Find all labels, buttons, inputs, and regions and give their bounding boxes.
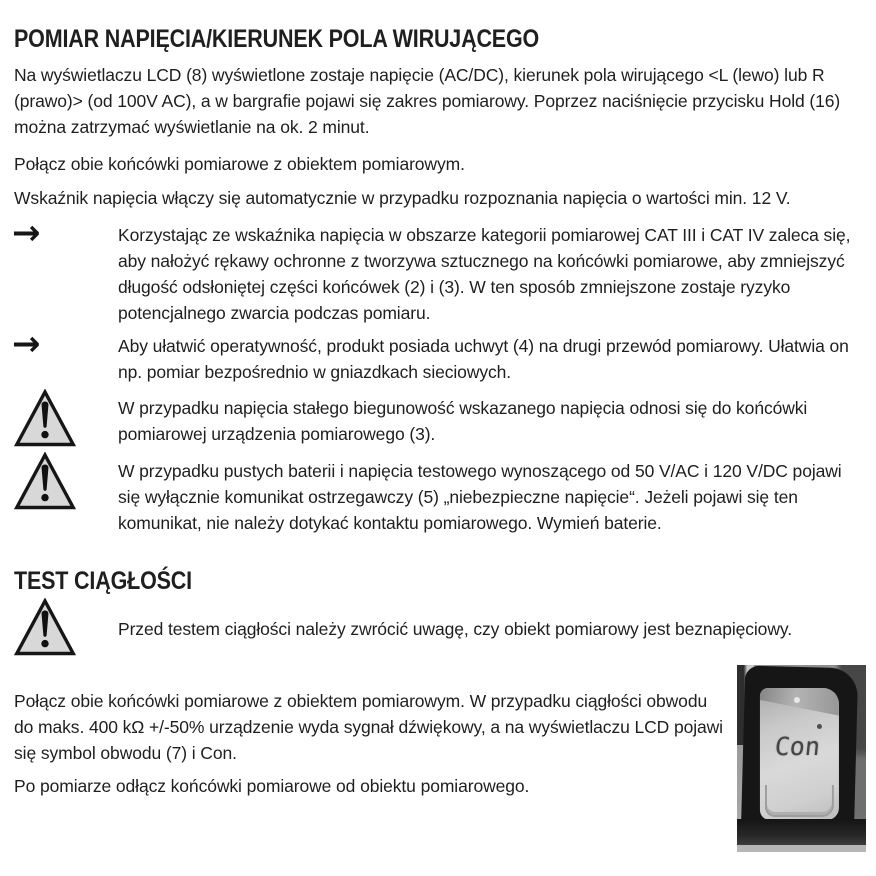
tester-device-base (737, 819, 866, 845)
warning-note-text: Przed testem ciągłości należy zwrócić uwagę, czy obiekt pomiarowy jest beznapięciowy. (118, 619, 792, 639)
lcd-bezel (765, 785, 834, 817)
photo-foreground-strip (737, 845, 866, 852)
paragraph-connect-probes: Połącz obie końcówki pomiarowe z obiektem pomiarowym. (14, 154, 465, 174)
lcd-indicator-dot (817, 724, 822, 729)
warning-note-dc-polarity (14, 391, 864, 448)
lcd-photo (737, 665, 866, 852)
paragraph-continuity-description: Połącz obie końcówki pomiarowe z obiektem pomiarowym. W przypadku ciągłości obwodu do maks. 400 kΩ +/-50% urządzenie wyda sygnał dźwiękowy, a na wyświetlaczu LCD pojawi się symbol obwodu (7) i Con. (14, 691, 723, 763)
warning-note-voltage-free (14, 600, 864, 657)
warning-note-empty-battery (14, 454, 864, 536)
warning-triangle-icon (14, 598, 76, 657)
paragraph-disconnect-probes: Po pomiarze odłącz końcówki pomiarowe od obiektu pomiarowego. (14, 776, 530, 796)
warning-note-text: W przypadku napięcia stałego biegunowość wskazanego napięcia odnosi się do końcówki pomiarowej urządzenia pomiarowego (3). (118, 398, 808, 444)
warning-triangle-icon (14, 389, 76, 448)
arrow-icon: → (12, 213, 41, 253)
arrow-note-text: Aby ułatwić operatywność, produkt posiada uchwyt (4) na drugi przewód pomiarowy. Ułatwia on np. pomiar bezpośrednio w gniazdkach sieciowych. (118, 336, 849, 382)
paragraph-lcd-description: Na wyświetlaczu LCD (8) wyświetlone zostaje napięcie (AC/DC), kierunek pola wirującego <L (lewo) lub R (prawo)> (od 100V AC), a w bargrafie pojawi się zakres pomiarowy. Poprzez naciśnięcie przycisku Hold (16) można zatrzymać wyświetlanie na ok. 2 minut. (14, 65, 841, 137)
tester-device-body (741, 666, 858, 839)
paragraph-auto-indicator: Wskaźnik napięcia włączy się automatycznie w przypadku rozpoznania napięcia o wartości min. 12 V. (14, 188, 791, 208)
lcd-reflection-dot (794, 697, 800, 703)
lcd-screen (760, 688, 839, 820)
arrow-note-cat-protection (12, 213, 864, 326)
section-title-continuity-test: TEST CIĄGŁOŚCI (14, 567, 192, 595)
arrow-icon: → (12, 324, 41, 364)
lcd-glare (760, 688, 839, 718)
section-title-voltage-measurement: POMIAR NAPIĘCIA/KIERUNEK POLA WIRUJĄCEGO (14, 25, 540, 53)
warning-triangle-icon (14, 452, 76, 511)
arrow-note-text: Korzystając ze wskaźnika napięcia w obszarze kategorii pomiarowej CAT III i CAT IV zaleca się, aby nałożyć rękawy ochronne z tworzywa sztucznego na końcówki pomiarowe, aby zmniejszyć długość odsłoniętej części końcówek (2) i (3). W ten sposób zmniejszone zostaje ryzyko potencjalnego zwarcia podczas pomiaru. (118, 225, 851, 323)
lcd-display-text: Con (773, 731, 822, 761)
arrow-note-probe-holder (12, 324, 864, 385)
warning-note-text: W przypadku pustych baterii i napięcia testowego wynoszącego od 50 V/AC i 120 V/DC pojawi się wyłącznie komunikat ostrzegawczy (5) „niebezpieczne napięcie“. Jeżeli pojawi się ten komunikat, nie należy dotykać kontaktu pomiarowego. Wymień baterie. (118, 461, 842, 533)
